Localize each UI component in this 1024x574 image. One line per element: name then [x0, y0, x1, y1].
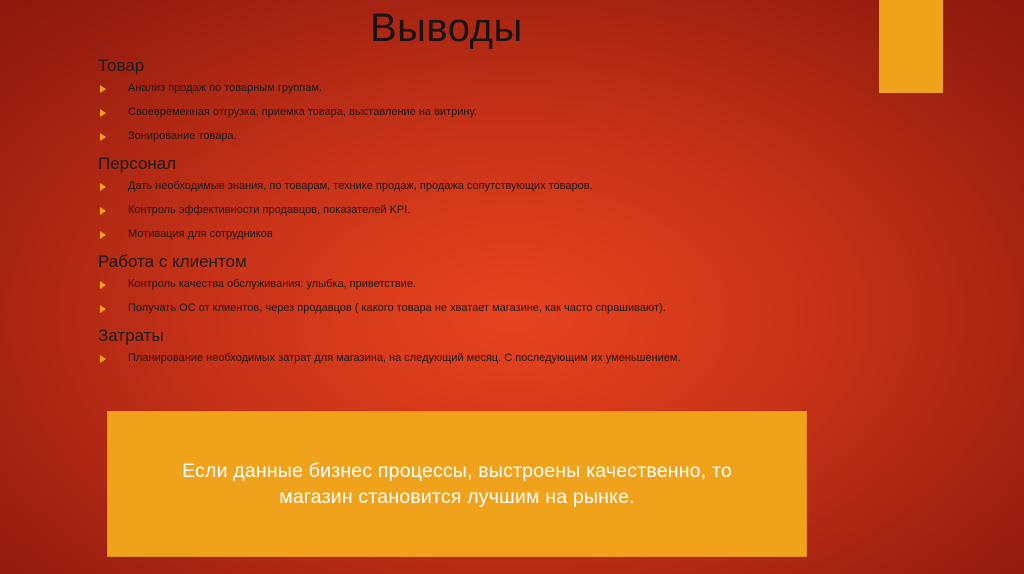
list-item-text: Дать необходимые знания, по товарам, технике продаж, продажа сопутствующих товаров.: [128, 180, 593, 192]
section-staff: [98, 154, 818, 241]
section-heading: Товар: [98, 56, 145, 75]
triangle-bullet-icon: [100, 231, 106, 239]
callout-text: Если данные бизнес процессы, выстроены качественно, то магазин становится лучшим на рынке.: [182, 460, 732, 508]
conclusion-callout: [107, 411, 807, 557]
content-area: [98, 56, 818, 376]
triangle-bullet-icon: [100, 305, 106, 313]
list-item: [98, 204, 818, 217]
section-heading: Затраты: [98, 326, 164, 345]
bullet-list: [98, 180, 818, 241]
list-item-text: Зонирование товара.: [128, 130, 237, 142]
triangle-bullet-icon: [100, 183, 106, 191]
list-item: [98, 352, 818, 365]
list-item: [98, 302, 818, 315]
section-costs: [98, 326, 818, 365]
slide-title: Выводы: [370, 6, 523, 50]
list-item-text: Мотивация для сотрудников: [128, 228, 273, 240]
triangle-bullet-icon: [100, 281, 106, 289]
list-item: [98, 278, 818, 291]
list-item: [98, 106, 818, 119]
triangle-bullet-icon: [100, 85, 106, 93]
list-item-text: Планирование необходимых затрат для магазина, на следующий месяц. С последующим их уменьшением.: [128, 352, 681, 364]
triangle-bullet-icon: [100, 109, 106, 117]
list-item: [98, 82, 818, 95]
list-item-text: Контроль эффективности продавцов, показателей KPI.: [128, 204, 411, 216]
triangle-bullet-icon: [100, 355, 106, 363]
list-item-text: Анализ продаж по товарным группам.: [128, 82, 322, 94]
accent-bar: [879, 0, 943, 93]
bullet-list: [98, 352, 818, 365]
section-heading: Персонал: [98, 154, 177, 173]
section-client: [98, 252, 818, 315]
section-product: [98, 56, 818, 143]
list-item: [98, 228, 818, 241]
triangle-bullet-icon: [100, 207, 106, 215]
list-item-text: Контроль качества обслуживания: улыбка, приветствие.: [128, 278, 416, 290]
bullet-list: [98, 82, 818, 143]
list-item: [98, 130, 818, 143]
triangle-bullet-icon: [100, 133, 106, 141]
list-item-text: Своевременная отгрузка, приемка товара, выставление на витрину.: [128, 106, 477, 118]
section-heading: Работа с клиентом: [98, 252, 247, 271]
bullet-list: [98, 278, 818, 315]
list-item-text: Получать ОС от клиентов, через продавцов ( какого товара не хватает магазине, как часто спрашивают).: [128, 302, 666, 314]
list-item: [98, 180, 818, 193]
